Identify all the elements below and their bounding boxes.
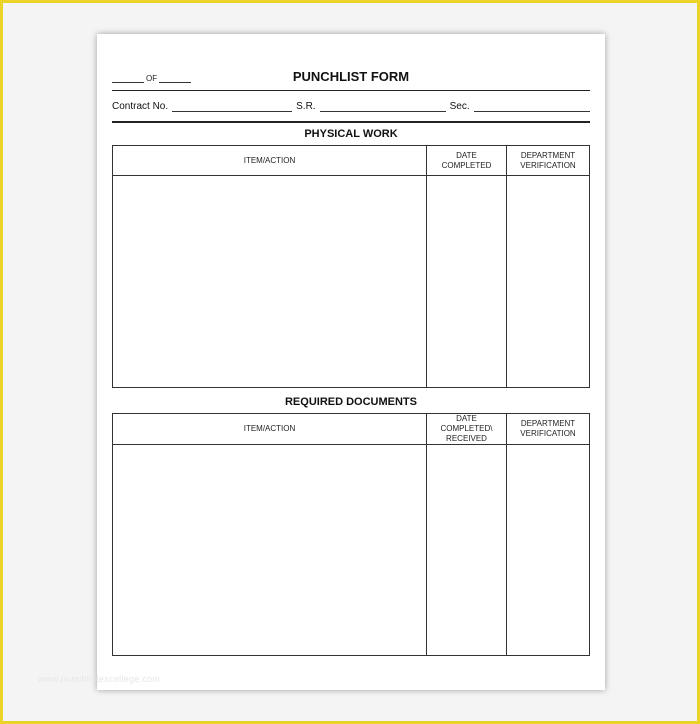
item-action-header-label: ITEM/ACTION xyxy=(243,424,296,433)
form-page xyxy=(97,34,605,690)
department-verification-cell[interactable] xyxy=(507,445,590,656)
date-completed-cell[interactable] xyxy=(427,176,507,388)
watermark: www.punchlistexcellege.com xyxy=(38,674,161,684)
item-action-cell[interactable] xyxy=(113,445,427,656)
physical-work-table xyxy=(112,145,590,388)
item-action-header xyxy=(113,146,427,176)
dept-header-line1: DEPARTMENT xyxy=(520,150,576,160)
page-of-label: OF xyxy=(146,74,158,83)
physical-work-title: PHYSICAL WORK xyxy=(304,128,398,140)
required-documents-title: REQUIRED DOCUMENTS xyxy=(284,396,417,408)
department-verification-header xyxy=(507,414,590,445)
physical-work-body-row xyxy=(113,176,590,388)
date-header-line2: COMPLETED\ xyxy=(440,424,493,433)
sr-field[interactable] xyxy=(320,103,446,112)
date-completed-cell[interactable] xyxy=(427,445,507,656)
item-action-cell[interactable] xyxy=(113,176,427,388)
required-documents-header-row xyxy=(113,414,590,445)
contract-info-line xyxy=(112,101,590,112)
department-verification-header xyxy=(507,146,590,176)
sec-field[interactable] xyxy=(474,103,590,112)
item-action-header xyxy=(113,414,427,445)
required-documents-table xyxy=(112,413,590,656)
date-header-line2: COMPLETED xyxy=(441,160,492,170)
date-header-line1: DATE xyxy=(456,414,477,423)
divider-top xyxy=(112,90,590,91)
physical-work-header-row xyxy=(113,146,590,176)
contract-label: Contract No. xyxy=(112,101,169,112)
form-title: PUNCHLIST FORM xyxy=(292,69,410,84)
dept-header-line1: DEPARTMENT xyxy=(520,419,576,428)
required-documents-body-row xyxy=(113,445,590,656)
dept-header-line2: VERIFICATION xyxy=(520,160,576,170)
date-header-line1: DATE xyxy=(456,150,477,160)
sr-label: S.R. xyxy=(296,101,316,112)
department-verification-cell[interactable] xyxy=(507,176,590,388)
contract-number-field[interactable] xyxy=(172,103,292,112)
item-action-header-label: ITEM/ACTION xyxy=(243,155,296,165)
date-header-line3: RECEIVED xyxy=(446,434,487,443)
date-completed-received-header xyxy=(427,414,507,445)
date-completed-header xyxy=(427,146,507,176)
sec-label: Sec. xyxy=(449,101,470,112)
divider-thick xyxy=(112,121,590,123)
dept-header-line2: VERIFICATION xyxy=(520,429,576,438)
